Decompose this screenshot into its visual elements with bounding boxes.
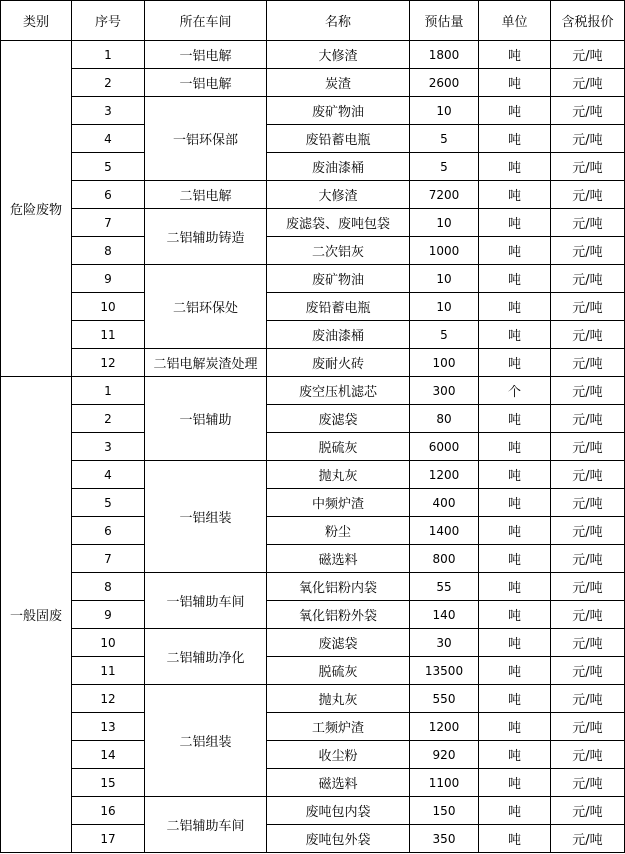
quantity-cell: 100 <box>410 349 479 377</box>
price-cell: 元/吨 <box>551 657 625 685</box>
workshop-cell: 二铝电解 <box>145 181 267 209</box>
name-cell: 磁选料 <box>267 545 410 573</box>
unit-cell: 吨 <box>479 349 551 377</box>
name-cell: 废矿物油 <box>267 97 410 125</box>
quantity-cell: 350 <box>410 825 479 853</box>
name-cell: 工频炉渣 <box>267 713 410 741</box>
name-cell: 抛丸灰 <box>267 685 410 713</box>
serial-no-cell: 1 <box>72 41 145 69</box>
unit-cell: 吨 <box>479 825 551 853</box>
name-cell: 收尘粉 <box>267 741 410 769</box>
unit-cell: 个 <box>479 377 551 405</box>
price-cell: 元/吨 <box>551 153 625 181</box>
workshop-cell: 一铝电解 <box>145 69 267 97</box>
unit-cell: 吨 <box>479 41 551 69</box>
serial-no-cell: 4 <box>72 125 145 153</box>
quantity-cell: 30 <box>410 629 479 657</box>
workshop-cell: 一铝环保部 <box>145 97 267 181</box>
table-row <box>1 405 625 433</box>
quantity-cell: 550 <box>410 685 479 713</box>
table-row <box>1 237 625 265</box>
name-cell: 废矿物油 <box>267 265 410 293</box>
table-body <box>1 41 625 853</box>
unit-cell: 吨 <box>479 321 551 349</box>
price-cell: 元/吨 <box>551 181 625 209</box>
price-cell: 元/吨 <box>551 405 625 433</box>
workshop-cell: 一铝辅助车间 <box>145 573 267 629</box>
serial-no-cell: 12 <box>72 685 145 713</box>
serial-no-cell: 17 <box>72 825 145 853</box>
name-cell: 二次铝灰 <box>267 237 410 265</box>
quantity-cell: 2600 <box>410 69 479 97</box>
unit-cell: 吨 <box>479 769 551 797</box>
serial-no-cell: 16 <box>72 797 145 825</box>
workshop-cell: 一铝组装 <box>145 461 267 573</box>
price-cell: 元/吨 <box>551 713 625 741</box>
table-header-row <box>1 1 625 41</box>
quantity-cell: 10 <box>410 209 479 237</box>
price-cell: 元/吨 <box>551 97 625 125</box>
serial-no-cell: 13 <box>72 713 145 741</box>
unit-cell: 吨 <box>479 237 551 265</box>
price-cell: 元/吨 <box>551 237 625 265</box>
workshop-cell: 二铝电解炭渣处理 <box>145 349 267 377</box>
serial-no-cell: 10 <box>72 629 145 657</box>
table-row <box>1 97 625 125</box>
price-cell: 元/吨 <box>551 377 625 405</box>
quantity-cell: 7200 <box>410 181 479 209</box>
header-unit: 单位 <box>479 1 551 41</box>
price-cell: 元/吨 <box>551 601 625 629</box>
table-row <box>1 209 625 237</box>
unit-cell: 吨 <box>479 181 551 209</box>
workshop-cell: 一铝电解 <box>145 41 267 69</box>
unit-cell: 吨 <box>479 489 551 517</box>
header-estimated-quantity: 预估量 <box>410 1 479 41</box>
table-row <box>1 321 625 349</box>
serial-no-cell: 3 <box>72 97 145 125</box>
table-row <box>1 433 625 461</box>
serial-no-cell: 8 <box>72 573 145 601</box>
name-cell: 废油漆桶 <box>267 153 410 181</box>
quantity-cell: 800 <box>410 545 479 573</box>
quantity-cell: 400 <box>410 489 479 517</box>
unit-cell: 吨 <box>479 685 551 713</box>
price-cell: 元/吨 <box>551 349 625 377</box>
serial-no-cell: 5 <box>72 153 145 181</box>
price-cell: 元/吨 <box>551 685 625 713</box>
workshop-cell: 二铝辅助净化 <box>145 629 267 685</box>
price-cell: 元/吨 <box>551 825 625 853</box>
unit-cell: 吨 <box>479 69 551 97</box>
unit-cell: 吨 <box>479 713 551 741</box>
serial-no-cell: 7 <box>72 209 145 237</box>
table-row <box>1 657 625 685</box>
quantity-cell: 1100 <box>410 769 479 797</box>
category-cell: 危险废物 <box>1 41 72 377</box>
table-row <box>1 349 625 377</box>
workshop-cell: 二铝环保处 <box>145 265 267 349</box>
table-row <box>1 601 625 629</box>
serial-no-cell: 4 <box>72 461 145 489</box>
name-cell: 脱硫灰 <box>267 433 410 461</box>
price-cell: 元/吨 <box>551 545 625 573</box>
quantity-cell: 10 <box>410 97 479 125</box>
table-row <box>1 69 625 97</box>
unit-cell: 吨 <box>479 657 551 685</box>
price-cell: 元/吨 <box>551 321 625 349</box>
table-row <box>1 629 625 657</box>
quantity-cell: 10 <box>410 265 479 293</box>
header-workshop: 所在车间 <box>145 1 267 41</box>
name-cell: 废铅蓄电瓶 <box>267 293 410 321</box>
workshop-cell: 二铝组装 <box>145 685 267 797</box>
table-row <box>1 797 625 825</box>
serial-no-cell: 11 <box>72 321 145 349</box>
table-row <box>1 181 625 209</box>
price-cell: 元/吨 <box>551 209 625 237</box>
unit-cell: 吨 <box>479 405 551 433</box>
price-cell: 元/吨 <box>551 489 625 517</box>
price-cell: 元/吨 <box>551 741 625 769</box>
name-cell: 废耐火砖 <box>267 349 410 377</box>
serial-no-cell: 10 <box>72 293 145 321</box>
price-cell: 元/吨 <box>551 461 625 489</box>
serial-no-cell: 6 <box>72 181 145 209</box>
price-cell: 元/吨 <box>551 517 625 545</box>
serial-no-cell: 2 <box>72 405 145 433</box>
price-cell: 元/吨 <box>551 125 625 153</box>
name-cell: 废油漆桶 <box>267 321 410 349</box>
serial-no-cell: 9 <box>72 601 145 629</box>
quantity-cell: 1400 <box>410 517 479 545</box>
price-cell: 元/吨 <box>551 573 625 601</box>
name-cell: 废滤袋、废吨包袋 <box>267 209 410 237</box>
workshop-cell: 一铝辅助 <box>145 377 267 461</box>
header-name: 名称 <box>267 1 410 41</box>
table-row <box>1 741 625 769</box>
table-row <box>1 713 625 741</box>
name-cell: 粉尘 <box>267 517 410 545</box>
quantity-cell: 1200 <box>410 713 479 741</box>
quantity-cell: 920 <box>410 741 479 769</box>
table-row <box>1 825 625 853</box>
quantity-cell: 1000 <box>410 237 479 265</box>
workshop-cell: 二铝辅助车间 <box>145 797 267 853</box>
quantity-cell: 300 <box>410 377 479 405</box>
unit-cell: 吨 <box>479 545 551 573</box>
serial-no-cell: 1 <box>72 377 145 405</box>
unit-cell: 吨 <box>479 601 551 629</box>
unit-cell: 吨 <box>479 573 551 601</box>
quantity-cell: 10 <box>410 293 479 321</box>
price-cell: 元/吨 <box>551 69 625 97</box>
quantity-cell: 80 <box>410 405 479 433</box>
serial-no-cell: 12 <box>72 349 145 377</box>
name-cell: 氧化铝粉外袋 <box>267 601 410 629</box>
quantity-cell: 5 <box>410 125 479 153</box>
quantity-cell: 1200 <box>410 461 479 489</box>
name-cell: 磁选料 <box>267 769 410 797</box>
table-row <box>1 769 625 797</box>
header-tax-inclusive-price: 含税报价 <box>551 1 625 41</box>
name-cell: 废滤袋 <box>267 405 410 433</box>
header-serial-no: 序号 <box>72 1 145 41</box>
name-cell: 废空压机滤芯 <box>267 377 410 405</box>
serial-no-cell: 2 <box>72 69 145 97</box>
price-cell: 元/吨 <box>551 629 625 657</box>
serial-no-cell: 9 <box>72 265 145 293</box>
serial-no-cell: 15 <box>72 769 145 797</box>
category-cell: 一般固废 <box>1 377 72 853</box>
unit-cell: 吨 <box>479 461 551 489</box>
serial-no-cell: 3 <box>72 433 145 461</box>
workshop-cell: 二铝辅助铸造 <box>145 209 267 265</box>
name-cell: 废吨包外袋 <box>267 825 410 853</box>
quantity-cell: 13500 <box>410 657 479 685</box>
price-cell: 元/吨 <box>551 769 625 797</box>
name-cell: 中频炉渣 <box>267 489 410 517</box>
serial-no-cell: 14 <box>72 741 145 769</box>
price-cell: 元/吨 <box>551 41 625 69</box>
unit-cell: 吨 <box>479 629 551 657</box>
price-cell: 元/吨 <box>551 797 625 825</box>
table-row <box>1 265 625 293</box>
table-row <box>1 489 625 517</box>
name-cell: 大修渣 <box>267 41 410 69</box>
unit-cell: 吨 <box>479 433 551 461</box>
price-cell: 元/吨 <box>551 433 625 461</box>
unit-cell: 吨 <box>479 125 551 153</box>
name-cell: 抛丸灰 <box>267 461 410 489</box>
unit-cell: 吨 <box>479 293 551 321</box>
table-row <box>1 153 625 181</box>
serial-no-cell: 5 <box>72 489 145 517</box>
name-cell: 脱硫灰 <box>267 657 410 685</box>
unit-cell: 吨 <box>479 97 551 125</box>
unit-cell: 吨 <box>479 265 551 293</box>
serial-no-cell: 7 <box>72 545 145 573</box>
table-row <box>1 377 625 405</box>
quantity-cell: 55 <box>410 573 479 601</box>
name-cell: 废滤袋 <box>267 629 410 657</box>
name-cell: 大修渣 <box>267 181 410 209</box>
quantity-cell: 1800 <box>410 41 479 69</box>
price-cell: 元/吨 <box>551 293 625 321</box>
table-row <box>1 545 625 573</box>
quantity-cell: 5 <box>410 153 479 181</box>
table-row <box>1 125 625 153</box>
name-cell: 废吨包内袋 <box>267 797 410 825</box>
serial-no-cell: 11 <box>72 657 145 685</box>
table-row <box>1 461 625 489</box>
header-category: 类别 <box>1 1 72 41</box>
unit-cell: 吨 <box>479 153 551 181</box>
name-cell: 炭渣 <box>267 69 410 97</box>
serial-no-cell: 8 <box>72 237 145 265</box>
name-cell: 废铅蓄电瓶 <box>267 125 410 153</box>
table-row <box>1 293 625 321</box>
unit-cell: 吨 <box>479 741 551 769</box>
table-row <box>1 517 625 545</box>
table-row <box>1 573 625 601</box>
table-row <box>1 41 625 69</box>
unit-cell: 吨 <box>479 517 551 545</box>
quantity-cell: 6000 <box>410 433 479 461</box>
table-row <box>1 685 625 713</box>
quantity-cell: 5 <box>410 321 479 349</box>
serial-no-cell: 6 <box>72 517 145 545</box>
name-cell: 氧化铝粉内袋 <box>267 573 410 601</box>
price-cell: 元/吨 <box>551 265 625 293</box>
unit-cell: 吨 <box>479 209 551 237</box>
quantity-cell: 150 <box>410 797 479 825</box>
quantity-cell: 140 <box>410 601 479 629</box>
unit-cell: 吨 <box>479 797 551 825</box>
